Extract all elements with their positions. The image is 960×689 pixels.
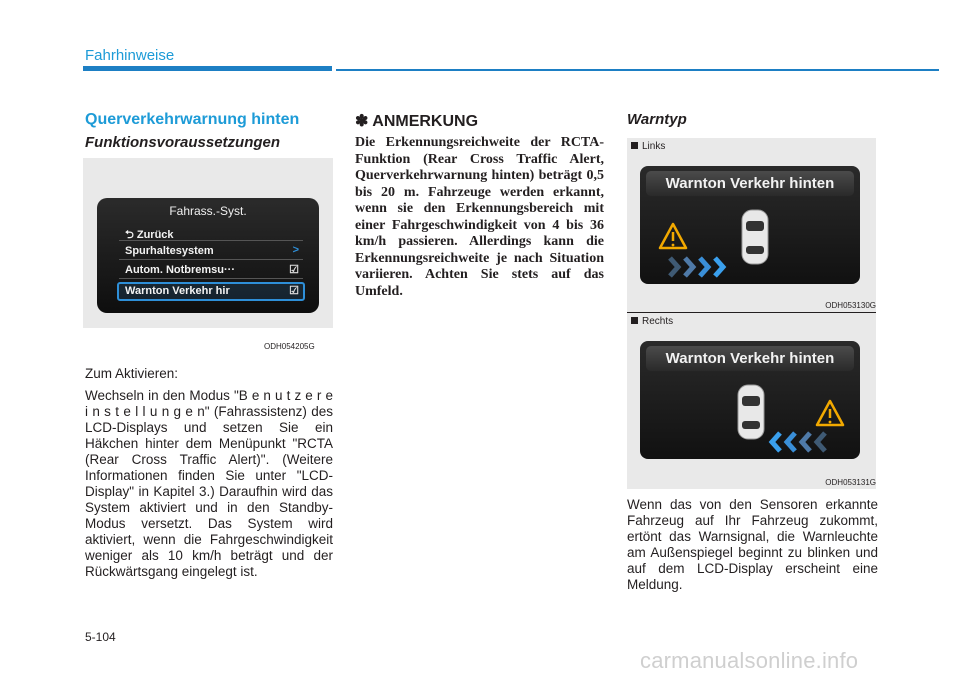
activation-text: Wechseln in den Modus "B e n u t z e r e i n s t e l l u n g e n" (Fahrassistenz) des LCD-Displays und setzen Sie ein Häkchen hinter dem Menüpunkt "RCTA (Rear Cross Traffic Alert)". (Weitere Informationen finden Sie unter "LCD-Display" in Kapitel 3.) Daraufhin wird das System aktiviert und in den Standby-Modus versetzt. Das System wird aktiviert, wenn die Fahrgeschwindigkeit weniger als 10 km/h beträgt und der Rückwärtsgang eingelegt ist. <box>85 388 333 579</box>
bullet-square-icon <box>631 142 638 149</box>
chevron-right-icon: > <box>292 244 299 256</box>
figure-label <box>631 141 665 152</box>
activation-intro: Zum Aktivieren: <box>85 366 179 381</box>
lcd-menu-item-label: Spurhaltesystem <box>125 245 214 257</box>
lcd-menu-item-label: ⮌ Zurück <box>125 229 174 241</box>
arrow-right-icon <box>670 258 723 276</box>
figure-code: ODH054205G <box>264 342 315 351</box>
section-subtitle: Funktionsvoraussetzungen <box>85 134 281 151</box>
lcd-menu-item-selected <box>117 282 305 301</box>
page-number: 5-104 <box>85 630 116 644</box>
warning-triangle-icon <box>817 401 843 425</box>
figure-label <box>631 316 673 327</box>
lcd-menu-item <box>119 263 303 279</box>
figure-warning-left <box>627 138 876 312</box>
lcd-display <box>640 166 860 284</box>
checkbox-checked-icon: ☑ <box>289 285 299 297</box>
lcd-menu-item <box>119 244 303 260</box>
car-icon <box>738 385 764 439</box>
figure-code: ODH053131G <box>825 478 876 487</box>
note-text: Die Erkennungsreichweite der RCTA-Funktion (Rear Cross Traffic Alert, Querverkehrwarnung hinten) beträgt 0,5 bis 20 m. Fahrzeuge werden erkannt, wenn sie den Erkennungsbereich mit einer Fahrgeschwindigkeit von 4 bis 36 km/h passieren. Allerdings kann die Erkennungsreichweite je nach Situation variieren. Achten Sie stets auf das Umfeld. <box>355 135 604 299</box>
figure-lcd-menu <box>83 158 333 328</box>
warning-description: Wenn das von den Sensoren erkannte Fahrzeug auf Ihr Fahrzeug zukommt, ertönt das Warnsignal, die Warnleuchte am Außenspiegel beginnt zu blinken und auf dem LCD-Display erscheint eine Meldung. <box>627 497 878 592</box>
warning-triangle-icon <box>660 224 686 248</box>
lcd-menu-item-label: Autom. Notbremsu··· <box>125 264 235 276</box>
warning-left-graphic <box>640 166 860 284</box>
figure-label-text: Rechts <box>642 316 674 327</box>
note-title: ✽ ANMERKUNG <box>355 113 479 130</box>
car-icon <box>742 210 768 264</box>
lcd-display <box>97 198 319 313</box>
lcd-menu-item-label: Warnton Verkehr hir <box>125 285 230 297</box>
figure-code: ODH053130G <box>825 301 876 310</box>
checkbox-checked-icon: ☑ <box>289 264 299 276</box>
figure-label-text: Links <box>642 141 666 152</box>
warning-type-title: Warntyp <box>627 111 687 128</box>
header-rule-accent <box>83 66 332 71</box>
lcd-display <box>640 341 860 459</box>
figure-warning-right <box>627 313 876 489</box>
lcd-menu-item <box>119 225 303 241</box>
lcd-banner: Warnton Verkehr hinten <box>646 346 854 371</box>
watermark: carmanualsonline.info <box>640 648 859 673</box>
arrow-left-icon <box>772 433 825 451</box>
header-rule <box>336 69 939 71</box>
lcd-heading: Fahrass.-Syst. <box>169 204 247 218</box>
section-title: Querverkehrwarnung hinten <box>85 111 300 128</box>
header-title: Fahrhinweise <box>85 47 175 64</box>
warning-right-graphic <box>640 341 860 459</box>
lcd-banner: Warnton Verkehr hinten <box>646 171 854 196</box>
bullet-square-icon <box>631 317 638 324</box>
